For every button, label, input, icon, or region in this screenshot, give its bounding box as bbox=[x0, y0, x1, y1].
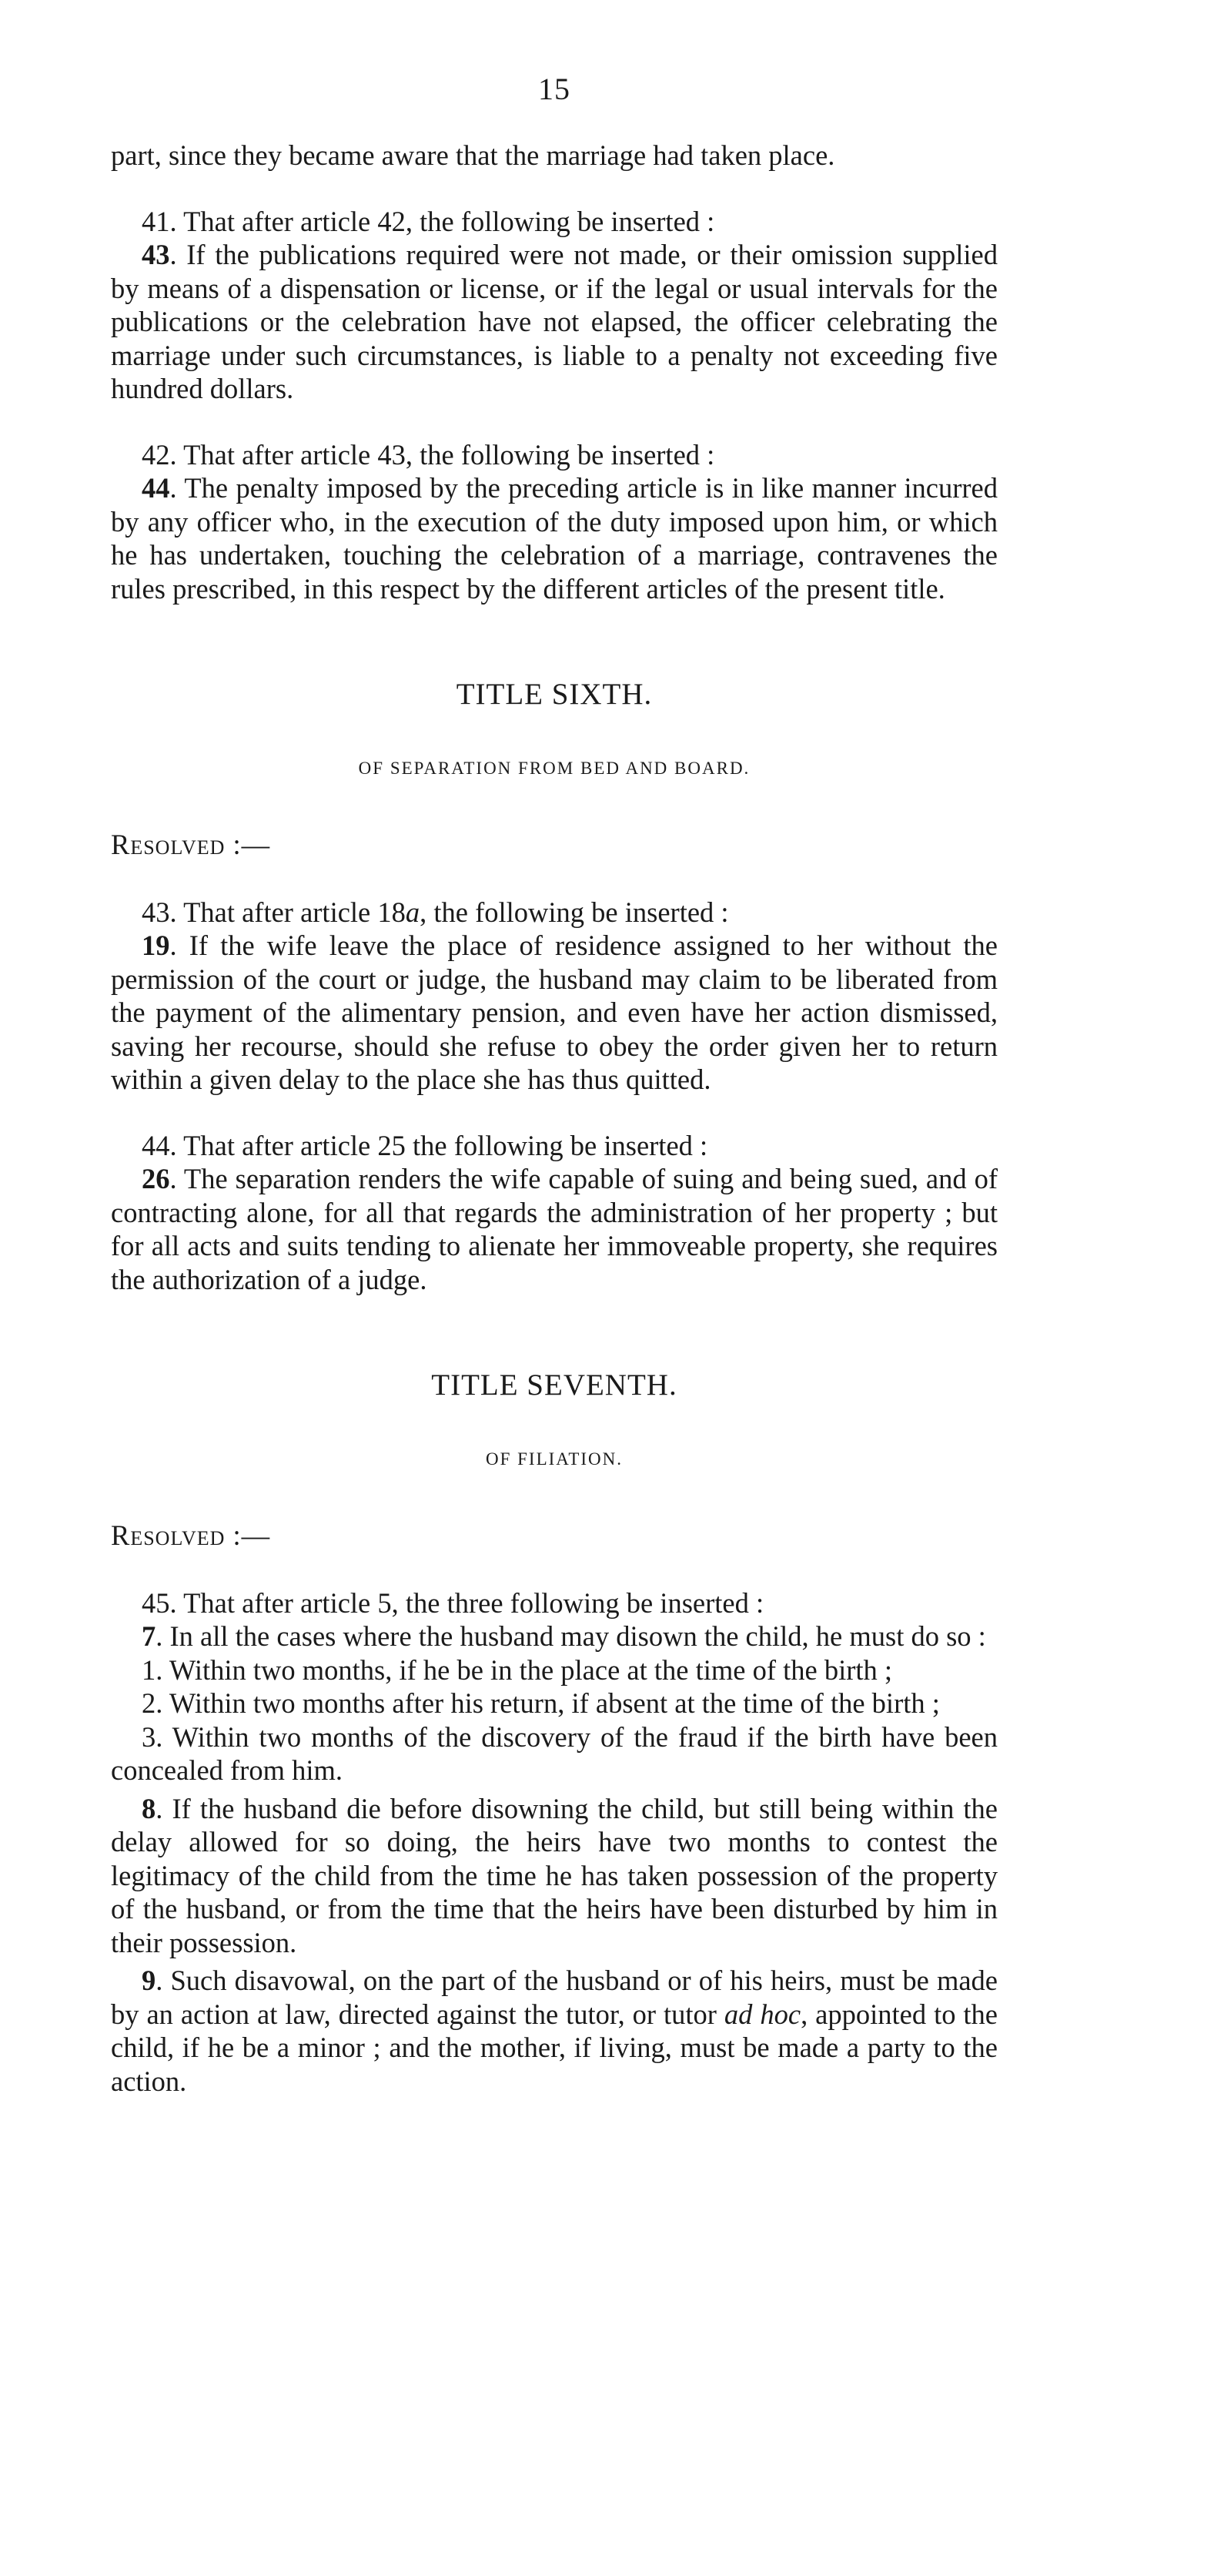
article-text: , appointed to the child, if he be a minor ; and the mother, if living, must be made a party to the action. bbox=[111, 1998, 998, 2097]
resolution-italic: a bbox=[405, 896, 420, 928]
article-8 bbox=[111, 1792, 998, 1960]
article-text: . If the publications required were not made, or their omission supplied by means of a dispensation or license, or if the legal or usual intervals for the publications or the celebration have not elapsed, the officer celebrating the marriage under such circumstances, is liable to a penalty not exceeding five hundred dollars. bbox=[111, 239, 998, 404]
page-number: 15 bbox=[538, 72, 570, 106]
article-number: 19 bbox=[142, 930, 170, 961]
resolution-45: 45. That after article 5, the three following be inserted : bbox=[142, 1586, 764, 1619]
resolution-41: 41. That after article 42, the following be inserted : bbox=[142, 205, 715, 237]
page-body bbox=[111, 139, 998, 2098]
article-text: . Such disavowal, on the part of the husband or of his heirs, must be made by an action at law, directed against the tutor, or tutor bbox=[111, 1965, 998, 2030]
list-item: 3. Within two months of the discovery of the fraud if the birth have been concealed from him. bbox=[111, 1720, 998, 1786]
title-sixth-heading: TITLE SIXTH. bbox=[456, 678, 653, 711]
list-item: 1. Within two months, if he be in the place at the time of the birth ; bbox=[142, 1653, 893, 1686]
continued-paragraph: part, since they became aware that the marriage had taken place. bbox=[111, 139, 835, 171]
article-number: 44 bbox=[142, 472, 170, 504]
article-19 bbox=[111, 929, 998, 1097]
article-text: . If the husband die before disowning the child, but still being within the delay allowed for so doing, the heirs have two months to contest the legitimacy of the child from the time he has taken possession of the property of the husband, or from the time that the heirs have been disturbed by him in their possession. bbox=[111, 1792, 998, 1958]
resolved-label: Resolved :— bbox=[111, 829, 271, 860]
article-9 bbox=[111, 1964, 998, 2098]
article-text: . The penalty imposed by the preceding article is in like manner incurred by any officer who, in the execution of the duty imposed upon him, or which he has undertaken, touching the celebration of a marriage, contravenes the rules prescribed, in this respect by the different articles of the present title. bbox=[111, 472, 998, 605]
article-text: . In all the cases where the husband may disown the child, he must do so : bbox=[156, 1620, 986, 1652]
article-text: . If the wife leave the place of residence assigned to her without the permission of the court or judge, the husband may claim to be liberated from the payment of the alimentary pension, and even have her action dismissed, saving her recourse, should she refuse to obey the order given her to return within a given delay to the place she has thus quitted. bbox=[111, 930, 998, 1095]
resolution-text: 43. That after article 18 bbox=[142, 896, 406, 928]
article-7 bbox=[111, 1620, 998, 1653]
resolution-text: , the following be inserted : bbox=[420, 896, 729, 928]
title-sixth-subheading: OF SEPARATION FROM BED AND BOARD. bbox=[358, 758, 751, 778]
resolution-43 bbox=[111, 896, 998, 930]
resolution-42: 42. That after article 43, the following be inserted : bbox=[142, 438, 715, 471]
article-text: . The separation renders the wife capable of suing and being sued, and of contracting alone, for all that regards the administration of her property ; but for all acts and suits tending to alienate her immoveable property, she requires the authorization of a judge. bbox=[111, 1163, 998, 1295]
title-seventh-subheading: OF FILIATION. bbox=[485, 1449, 624, 1469]
article-43 bbox=[111, 238, 998, 406]
resolved-label: Resolved :— bbox=[111, 1519, 271, 1551]
resolution-44: 44. That after article 25 the following be inserted : bbox=[142, 1129, 708, 1161]
article-italic: ad hoc bbox=[724, 1998, 801, 2030]
list-item: 2. Within two months after his return, if absent at the time of the birth ; bbox=[142, 1687, 940, 1719]
article-number: 26 bbox=[142, 1163, 170, 1194]
article-number: 43 bbox=[142, 239, 170, 270]
article-number: 8 bbox=[142, 1792, 156, 1824]
article-44 bbox=[111, 471, 998, 605]
article-number: 7 bbox=[142, 1620, 156, 1652]
article-26 bbox=[111, 1162, 998, 1296]
article-number: 9 bbox=[142, 1965, 156, 1996]
title-seventh-heading: TITLE SEVENTH. bbox=[431, 1368, 677, 1402]
